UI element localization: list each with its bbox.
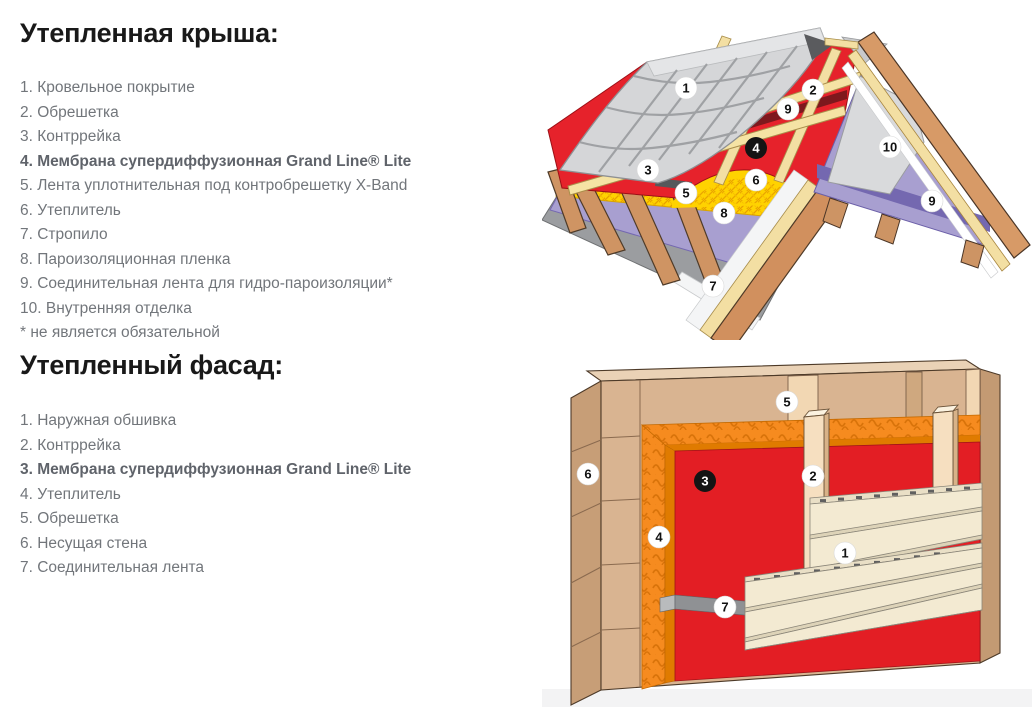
facade-diagram-image [542, 355, 1032, 707]
badge-3: 3 [701, 473, 709, 489]
badge-6: 6 [584, 466, 592, 482]
facade-section-title: Утепленный фасад: [20, 350, 283, 380]
badge-7: 7 [709, 278, 717, 294]
badge-1: 1 [841, 545, 849, 561]
roof-legend-list [20, 76, 525, 346]
roof-section-title: Утепленная крыша: [20, 18, 279, 48]
badge-3: 3 [644, 162, 652, 178]
list-item-highlighted: 4. Мембрана супердиффузионная Grand Line® Lite [20, 152, 412, 170]
list-item: 1. Наружная обшивка [20, 412, 177, 429]
list-item: 7. Соединительная лента [20, 559, 205, 576]
list-item: 7. Стропило [20, 226, 108, 243]
list-item: 1. Кровельное покрытие [20, 79, 195, 96]
list-item: 6. Несущая стена [20, 534, 148, 552]
list-item: 8. Пароизоляционная пленка [20, 250, 231, 268]
badge-7: 7 [721, 599, 729, 615]
badge-4: 4 [655, 529, 663, 545]
floor-strip [542, 689, 1032, 707]
roof-gable-end [814, 32, 1030, 278]
list-item: 4. Утеплитель [20, 485, 121, 503]
list-item: 10. Внутренняя отделка [20, 299, 192, 317]
facade-legend-list [20, 409, 525, 581]
badge-5: 5 [682, 185, 690, 201]
roof-diagram [542, 20, 1032, 340]
list-item: 5. Обрешетка [20, 510, 119, 527]
footnote: * не является обязательной [20, 324, 220, 341]
badge-8: 8 [720, 205, 728, 221]
badge-5: 5 [783, 394, 791, 410]
list-item: 9. Соединительная лента для гидро-пароизоляции* [20, 275, 393, 292]
facade-diagram [542, 355, 1032, 707]
badge-2: 2 [809, 468, 817, 484]
badge-9a: 9 [784, 101, 792, 117]
list-item: 2. Обрешетка [20, 103, 119, 121]
list-item: 2. Контррейка [20, 436, 121, 454]
list-item: 5. Лента уплотнительная под контробрешетку X-Band [20, 177, 408, 194]
list-item: 6. Утеплитель [20, 201, 121, 219]
list-item: 3. Контррейка [20, 128, 121, 145]
badge-4: 4 [752, 140, 760, 156]
badge-2: 2 [809, 82, 817, 98]
list-item-highlighted: 3. Мембрана супердиффузионная Grand Line® Lite [20, 461, 412, 478]
roof-diagram-image [542, 20, 1032, 340]
badge-6: 6 [752, 172, 760, 188]
badge-9b: 9 [928, 193, 936, 209]
badge-1: 1 [682, 80, 690, 96]
badge-10: 10 [882, 139, 898, 155]
